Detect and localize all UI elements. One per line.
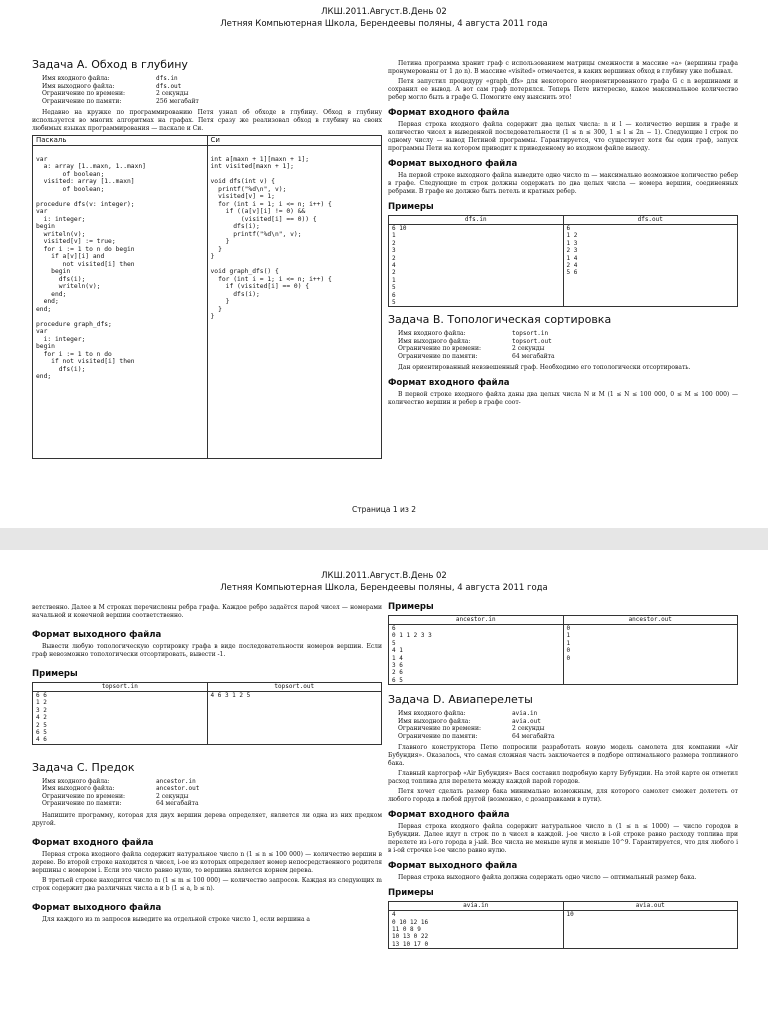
problem-d-title: Задача D. Авиаперелеты [388,693,533,707]
c-code-block: int a[maxn + 1][maxn + 1]; int visited[maxn + 1]; void dfs(int v) { printf("%d\n", v); visited[v] = 1; for (int i = 1; i <= n; i++) { if ((a[v][i] != 0) && (visited[i] == 0)) { dfs(i); printf("%d\n", v); } } } void graph_dfs() { for (int i = 1; i <= n; i++) { if (visited[i] == 0) { dfs(i); } } } [207,146,382,459]
problem-d-output-format: Первая строка выходного файла должна содержать одно число — оптимальный размер бака. [398,874,697,882]
problem-a-memory: 256 мегабайт [156,97,199,105]
problem-b-examples-heading: Примеры [32,669,78,679]
problem-a-info [42,75,203,105]
example-input: 6 6 1 2 3 2 4 2 2 5 6 5 4 6 [33,692,208,745]
example-header-in: topsort.in [33,683,208,692]
example-output: 6 1 2 1 3 2 3 1 4 2 4 5 6 [563,225,738,307]
problem-c-input-format-2: В третьей строке находится число m (1 ≤ m ≤ 100 000) — количество запросов. Каждая из следующих m строк содержит два различных числа a и b (1 ≤ a, b ≤ n). [32,876,382,892]
header-line-1: ЛКШ.2011.Август.B.День 02 [321,7,447,17]
problem-c-input-file: ancestor.in [156,777,196,785]
label-memory-limit: Ограничение по памяти: [42,97,122,105]
problem-d-input-file: avia.in [512,710,538,718]
problem-c-example-table [388,615,738,685]
problem-a-output-format: На первой строке выходного файла выведите одно число m — максимально возможное количество ребер в графе. Следующие m строк должны содержать по два целых числа — номера вершин, соединенных ребрами. В графе не должно быть петель и кратных ребер. [388,172,738,195]
problem-d-time: 2 секунды [512,725,545,733]
label-time-limit: Ограничение по времени: [398,725,481,733]
page-header [0,6,768,30]
problem-a-time: 2 секунды [156,90,189,97]
problem-b-input-format-heading: Формат входного файла [388,378,510,389]
document-page-2 [0,560,768,1024]
code-header-c: Си [207,136,382,146]
problem-a-input-file: dfs.in [156,75,178,82]
label-input-file: Имя входного файла: [42,777,110,785]
problem-b-input-file: topsort.in [512,330,549,338]
problem-b-input-format-part-2: ветственно. Далее в M строках перечислены ребра графа. Каждое ребро задаётся парой чисел — номерами начальной и конечной вершин соответственно. [32,604,382,619]
page-divider [0,528,768,550]
example-header-out: dfs.out [563,216,738,225]
problem-b-example-table [32,682,382,745]
problem-c-statement: Напишите программу, которая для двух вершин дерева определяет, является ли одна из них предком другой. [32,811,382,827]
problem-d-memory: 64 мегабайта [512,732,555,740]
page-footer: Страница 1 из 2 [352,505,416,514]
problem-d-info [398,710,559,740]
problem-b-statement: Дан ориентированный невзвешенный граф. Необходимо его топологически отсортировать. [398,364,691,372]
problem-d-statement-3: Петя хочет сделать размер бака минимально возможным, для которого самолет сможет долететь от любого города в любой другой (возможно, с дозаправками в пути). [388,788,738,804]
problem-b-output-format: Вывести любую топологическую сортировку графа в виде последовательности номеров вершин. Если граф невозможно топологически отсортировать, вывести -1. [32,643,382,658]
problem-d-examples-heading: Примеры [388,888,434,899]
problem-b-output-format-heading: Формат выходного файла [32,630,162,640]
problem-b-output-file: topsort.out [512,337,552,345]
problem-a-examples-heading: Примеры [388,202,434,212]
problem-c-output-format: Для каждого из m запросов выведите на отдельной строке число 1, если вершина a [42,915,311,923]
code-header-pascal: Паскаль [33,136,208,146]
problem-d-statement-2: Главный картограф «Air Бубундия» Вася составил подробную карту Бубундии. На этой карте он отметил расход топлива для перелета между каждой парой городов. [388,770,738,786]
pascal-code-block: var a: array [1..maxn, 1..maxn] of boolean; visited: array [1..maxn] of boolean; procedure dfs(v: integer); var i: integer; begin writeln(v); visited[v] := true; for i := 1 to n do begin if a[v][i] and not visited[i] then begin dfs(i); writeln(v); end; end; end; procedure graph_dfs; var i: integer; begin for i := 1 to n do if not visited[i] then dfs(i); end; [33,146,208,459]
problem-b-time: 2 секунды [512,345,545,353]
problem-a-example-table [388,215,738,307]
example-header-in: avia.in [389,902,564,911]
header-line-2: Летняя Компьютерная Школа, Берендеевы поляны, 4 августа 2011 года [220,583,548,593]
problem-d-example-table [388,901,738,949]
page2-left-column [32,604,382,926]
problem-d-output-format-heading: Формат выходного файла [388,861,518,872]
page2-right-column [388,602,738,949]
example-header-in: ancestor.in [389,616,564,625]
label-output-file: Имя выходного файла: [398,717,471,725]
problem-a-output-format-heading: Формат выходного файла [388,159,518,169]
example-header-out: ancestor.out [563,616,738,625]
problem-a-output-file: dfs.out [156,82,182,90]
page-header [0,570,768,594]
problem-a-title: Задача A. Обход в глубину [32,58,188,71]
example-input: 6 0 1 1 2 3 3 5 4 1 1 4 3 6 2 6 6 5 [389,625,564,685]
example-input: 6 10 1 2 3 2 4 2 1 5 6 5 [389,225,564,307]
label-input-file: Имя входного файла: [42,75,110,82]
problem-d-input-format: Первая строка входного файла содержит натуральное число n (1 ≤ n ≤ 1000) — число городов в Бубундии. Далее идут n строк по n чисел в каждой. j-ое число в i-ой строке равно расходу топлива при перелете из i-ого города в j-ый. Все числа не меньше нуля и меньше 10^9. Гарантируется, что для любого i в i-ой строчке i-ое число равно нулю. [388,823,738,855]
problem-a-statement: Недавно на кружке по программированию Петя узнал об обходе в глубину. Обход в глубину используется во многих алгоритмах на графах. Петя сразу же реализовал обход в глубину на своих любимых языках программирования — паскале и Си. [32,109,382,132]
label-input-file: Имя входного файла: [398,330,466,338]
label-time-limit: Ограничение по времени: [398,345,481,353]
header-line-1: ЛКШ.2011.Август.B.День 02 [321,571,447,581]
problem-b-title: Задача B. Топологическая сортировка [388,313,612,327]
problem-c-examples-heading: Примеры [388,602,434,612]
label-memory-limit: Ограничение по памяти: [42,800,122,808]
problem-c-title: Задача C. Предок [32,760,135,774]
problem-c-time: 2 секунды [156,792,189,800]
example-header-out: topsort.out [207,683,382,692]
problem-b-input-format-part-1: В первой строке входного файла даны два целых числа N и M (1 ≤ N ≤ 100 000, 0 ≤ M ≤ 100 000) — количество вершин и ребер в графе соот- [388,391,738,407]
label-input-file: Имя входного файла: [398,710,466,718]
problem-c-info [42,778,203,808]
header-line-2: Летняя Компьютерная Школа, Берендеевы поляны, 4 августа 2011 года [220,19,548,29]
problem-a-input-format: Первая строка входного файла содержит два целых числа: n и l — количество вершин в графе и количество чисел в выведенной последовательности (1 ≤ n ≤ 300, 1 ≤ l ≤ 2n − 1). Следующие l строк по одному числу — вывод Петиной программы. Гарантируется, что существует хотя бы один граф, запуск программы Пети на котором приводит к приведенному во входном файле выводу. [388,121,738,152]
page1-left-column [32,58,382,459]
label-output-file: Имя выходного файла: [42,785,115,793]
problem-a-statement-3: Петя запустил процедуру «graph_dfs» для некоторого неориентированного графа G с n вершинами и сохранил ее вывод. А вот сам граф потерялся. Теперь Пете интересно, какое максимальное количество ребер могло быть в графе G. Помогите ему выяснить это! [388,78,738,101]
problem-c-input-format-heading: Формат входного файла [32,837,154,848]
example-output: 10 [563,911,738,949]
problem-b-memory: 64 мегабайта [512,352,555,360]
problem-b-info [398,330,559,360]
problem-d-output-file: avia.out [512,717,541,725]
problem-c-memory: 64 мегабайта [156,800,199,808]
problem-c-input-format-1: Первая строка входного файла содержит натуральное число n (1 ≤ n ≤ 100 000) — количество вершин в дереве. Во второй строке находится n чисел, i-ое из которых определяет номер непосредственного родителя вершины с номером i. Если это число равно нулю, то вершина является корнем дерева. [32,850,382,874]
example-output: 0 1 1 0 0 [563,625,738,685]
label-output-file: Имя выходного файла: [398,337,471,345]
label-memory-limit: Ограничение по памяти: [398,352,478,360]
page1-right-column [388,60,738,409]
example-header-out: avia.out [563,902,738,911]
label-time-limit: Ограничение по времени: [42,792,125,800]
example-header-in: dfs.in [389,216,564,225]
label-memory-limit: Ограничение по памяти: [398,732,478,740]
label-output-file: Имя выходного файла: [42,82,115,90]
example-output: 4 6 3 1 2 5 [207,692,382,745]
problem-d-statement-1: Главного конструктора Петю попросили разработать новую модель самолета для компании «Air Бубундия». Оказалось, что самая сложная часть заключается в подборе оптимального размера топливного бака. [388,744,738,768]
problem-a-statement-2: Петина программа хранит граф с использованием матрицы смежности в массиве «a» (вершины графа пронумерованы от 1 до n). В массиве «visited» отмечается, в каких вершинах обход в глубину уже побывал. [388,60,738,75]
problem-c-output-format-heading: Формат выходного файла [32,902,162,913]
problem-d-input-format-heading: Формат входного файла [388,810,510,821]
label-time-limit: Ограничение по времени: [42,90,125,97]
problem-a-code-table [32,135,382,459]
problem-c-output-file: ancestor.out [156,785,200,793]
example-input: 4 0 10 12 16 11 0 8 9 10 13 0 22 13 10 17 0 [389,911,564,949]
problem-a-input-format-heading: Формат входного файла [388,108,510,118]
